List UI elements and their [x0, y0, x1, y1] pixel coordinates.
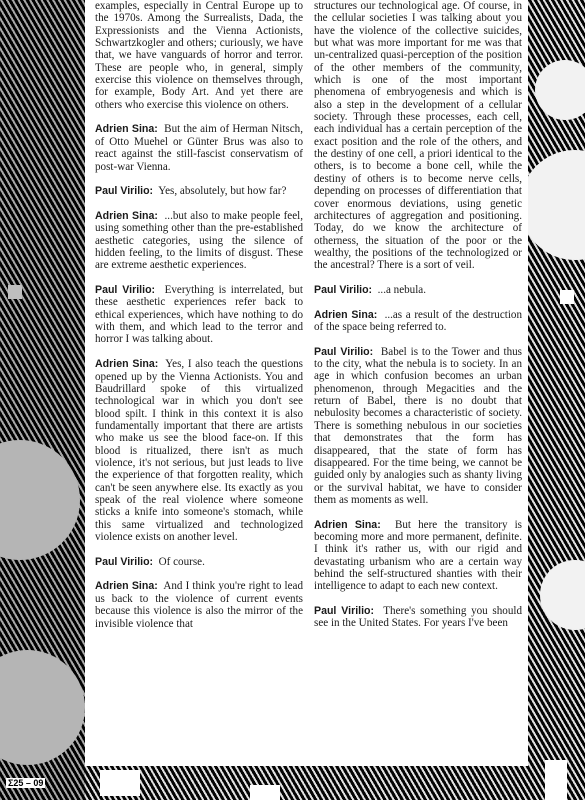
- speaker-name: Paul Virilio:: [314, 345, 374, 358]
- speaker-name: Paul Virilio:: [314, 605, 375, 618]
- left-text-column: [95, 0, 303, 642]
- paragraph-text: And I think you're right to lead us back to the violence of current events because this violence is also the mirror of the invisible violence that: [95, 580, 303, 630]
- paragraph: [314, 0, 522, 272]
- background-white-square: [545, 760, 567, 800]
- paragraph: [95, 580, 303, 629]
- paragraph: [314, 519, 522, 593]
- speaker-name: Adrien Sina:: [95, 580, 158, 593]
- paragraph: [314, 284, 522, 296]
- background-white-square: [100, 770, 140, 796]
- paragraph: [95, 123, 303, 172]
- article-text-panel: [85, 0, 528, 766]
- paragraph-text: ...a nebula.: [377, 283, 427, 296]
- background-white-square: [560, 290, 574, 304]
- background-white-blob: [540, 560, 585, 630]
- paragraph-text: Yes, absolutely, but how far?: [158, 185, 287, 198]
- paragraph-text: structures our technological age. Of course, in the cellular societies I was talking about you have the violence of the collective suicides, but what was more important for me was that un-centralized quasi-perception of the position of the other members of the community, which is one of the most important phenomena of embryogenesis and which is also a step in the development of a cellular society. Through these processes, each cell, each individual has a certain perception of the exact position and the role of the others, and the destiny of one cell, a priori identical to the others, is to become a bone cell, while the destiny of others is to become nerve cells, depending on processes of differentiation that cover enormous deviations, using genetic architectures of aggregation and positioning. Today, do we know the architecture of otherness, the situation of the poor or the wealthy, the positions of the technologized or the ancestral? There is a sort of veil.: [314, 0, 522, 272]
- paragraph-text: examples, especially in Central Europe up to the 1970s. Among the Surrealists, Dada, the Expressionists and the Vienna Actionists, Schwartzkogler and others; curiously, we have that, we have vanguards of horror and terror. These are people who, in general, simply exercise this violence on themselves through, for example, Body Art. And yet there are others who exercise this violence on others.: [95, 0, 303, 111]
- paragraph-text: There's something you should see in the United States. For years I've been: [314, 605, 522, 630]
- page-folio: Σ25 – 09: [8, 778, 44, 788]
- paragraph: [95, 556, 303, 568]
- paragraph-text: Everything is interrelated, but these aesthetic experiences refer back to ethical experiences, which have nothing to do with them, and which lead to the terror and horror I was talking about.: [95, 284, 304, 346]
- speaker-name: Paul Virilio:: [95, 284, 156, 297]
- paragraph-text: ...but also to make people feel, using something other than the pre-established aesthetic categories, using the silence of hidden feeling, to the limits of disgust. These are extreme aesthetic experiences.: [95, 209, 303, 272]
- right-text-column: [314, 0, 522, 642]
- paragraph-text: Yes, I also teach the questions opened up by the Vienna Actionists. You and Baudrillard spoke of this virtualized technological war in which you don't see blood spilt. I think in this context it is also fundamentally important that there are artists who make us see the blood face-on. If this blood is ritualized, there isn't as much violence, it's not serious, but just leads to live the experience of that forgotten reality, which can't be seen anywhere else. Its exactly as you speak of the real violence where someone sticks a knife into someone's stomach, while this same virtualized and technologized violence exists on another level.: [95, 358, 303, 544]
- paragraph-text: ...as a result of the destruction of the space being referred to.: [314, 308, 522, 334]
- speaker-name: Paul Virilio:: [314, 283, 373, 296]
- paragraph-text: But the aim of Herman Nitsch, of Otto Muehel or Günter Brus was also to react against the still-fascist conservatism of post-war Vienna.: [95, 123, 303, 173]
- speaker-name: Paul Virilio:: [95, 185, 154, 198]
- paragraph-text: Of course.: [158, 555, 205, 568]
- background-shade: [0, 0, 85, 800]
- paragraph: [314, 605, 522, 630]
- speaker-name: Adrien Sina:: [95, 123, 158, 136]
- speaker-name: Adrien Sina:: [95, 209, 158, 222]
- paragraph-text: But here the transitory is becoming more and more permanent, definite. I think it's rather us, with our rigid and devastating urbanism who are a certain way behind the self-structured shanties with their intelligence to adapt to each new context.: [314, 518, 522, 593]
- paragraph-text: Babel is to the Tower and thus to the city, what the nebula is to society. In an age in which confusion becomes an urban phenomenon, through Megacities and the return of Babel, there is no doubt that nebulosity becomes a characteristic of society. There is something nebulous in our societies that demonstrates that the form has disappeared, that the state of form has disappeared. For the time being, we cannot be guided only by analogies such as shanty living or the survival habitat, we have to consider them as moments as well.: [314, 345, 522, 506]
- background-white-blob: [535, 60, 585, 120]
- paragraph: [95, 185, 303, 197]
- background-white-square: [250, 785, 280, 800]
- speaker-name: Adrien Sina:: [314, 308, 378, 321]
- paragraph: [314, 309, 522, 334]
- paragraph: [95, 210, 303, 272]
- paragraph: [95, 358, 303, 543]
- speaker-name: Paul Virilio:: [95, 555, 154, 568]
- paragraph: [314, 346, 522, 506]
- speaker-name: Adrien Sina:: [95, 358, 159, 371]
- speaker-name: Adrien Sina:: [314, 518, 381, 531]
- paragraph: [95, 0, 303, 111]
- paragraph: [95, 284, 303, 346]
- background-white-blob: [520, 150, 585, 260]
